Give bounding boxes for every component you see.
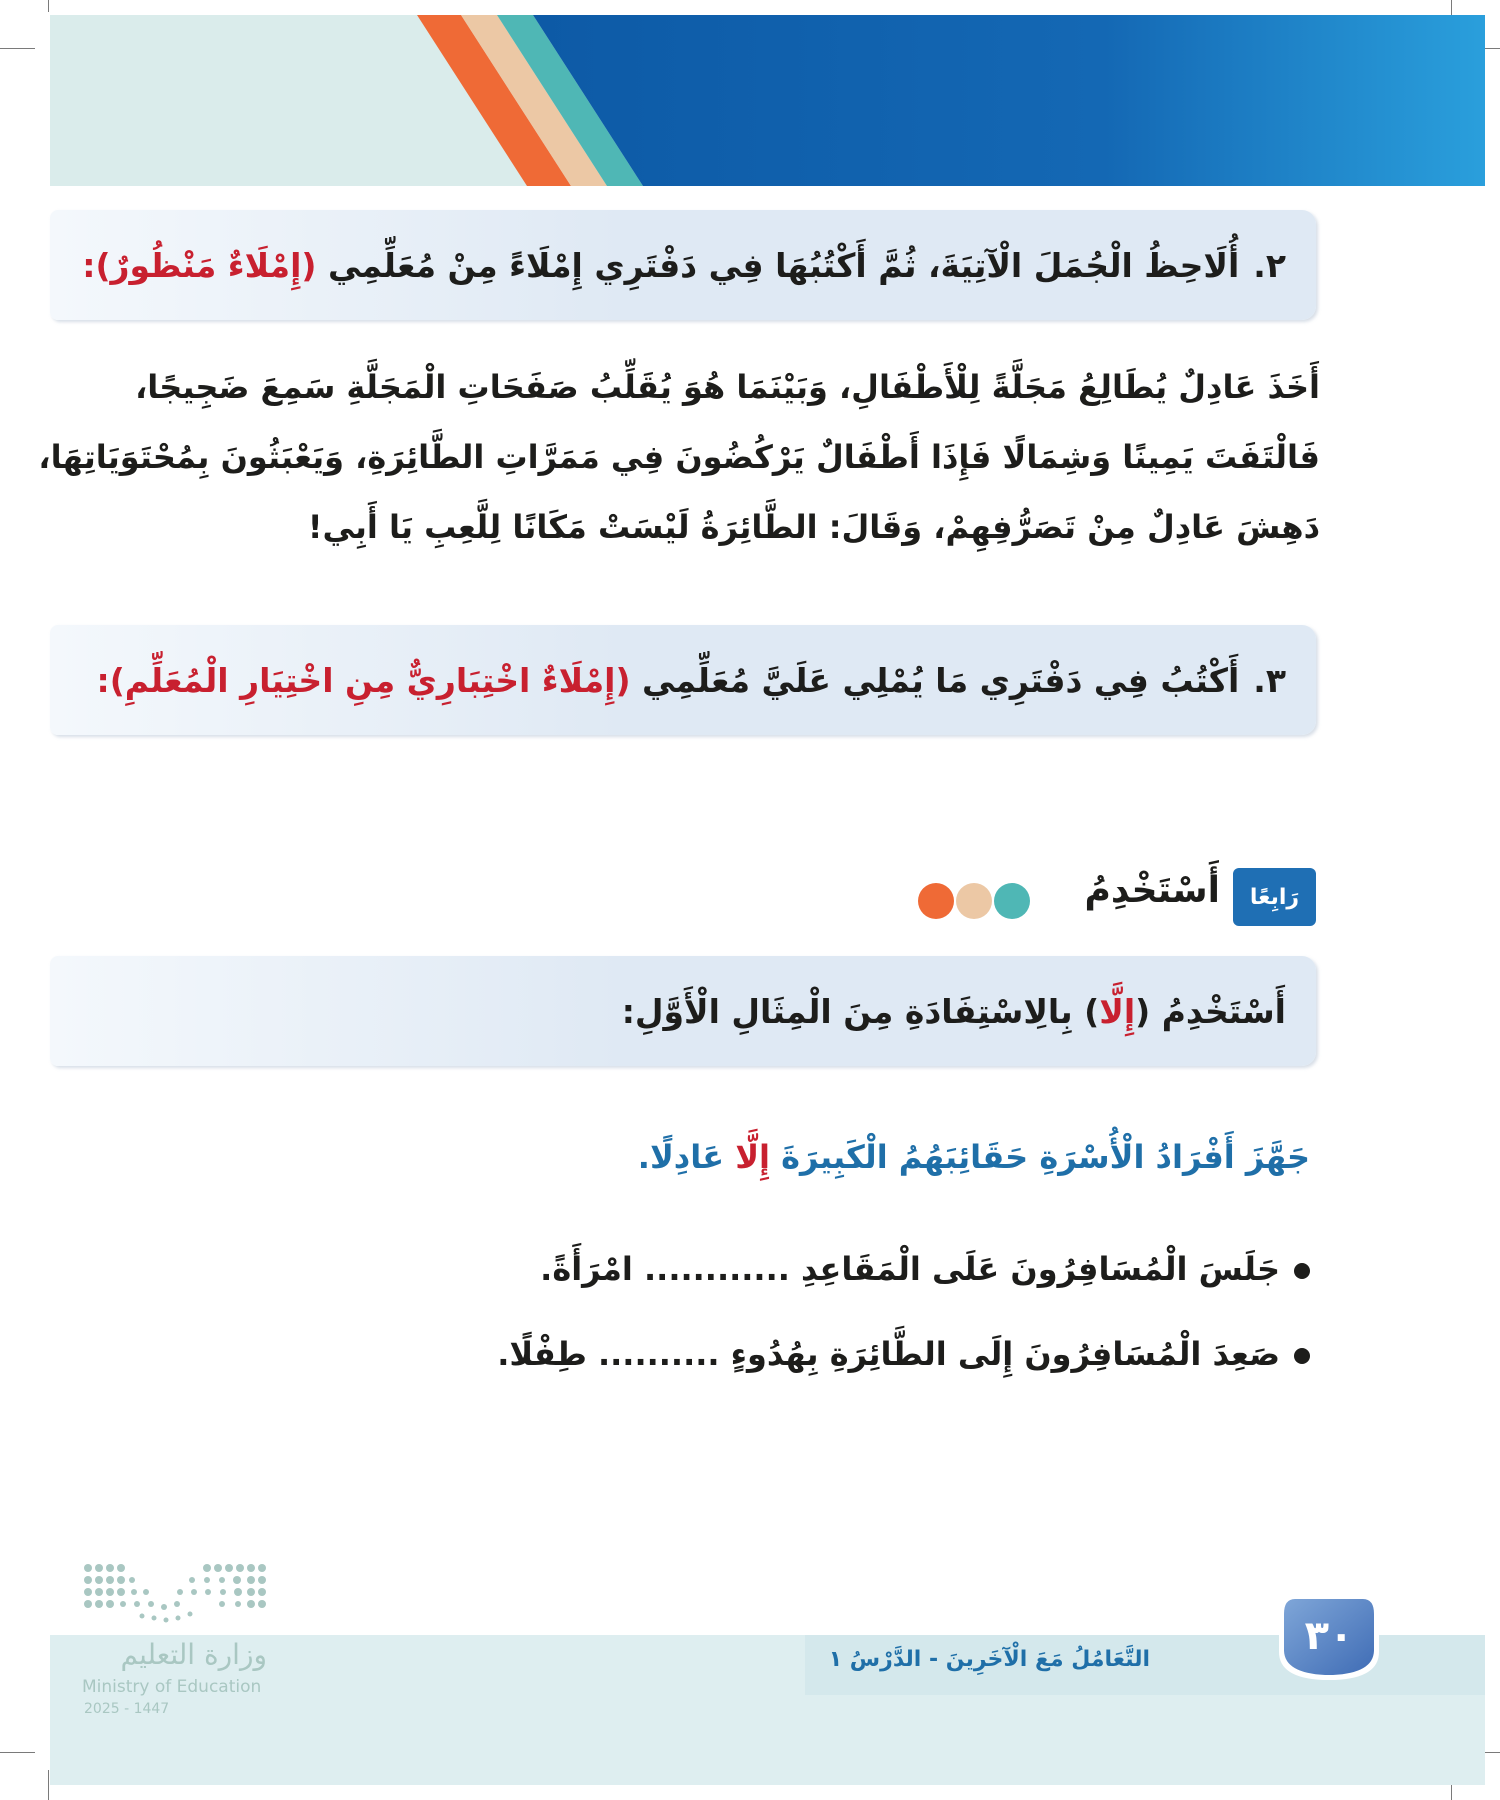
passage [38, 352, 1320, 562]
exercise-2-number: ٢. [1253, 245, 1286, 285]
crop-mark [48, 0, 49, 12]
exercise-bullet-2 [400, 1335, 1310, 1373]
exercise-3-tag: (إِمْلَاءٌ اخْتِبَارِيٌّ مِنِ اخْتِيَارِ الْمُعَلِّمِ): [96, 660, 631, 700]
use-instruction-bar [50, 956, 1316, 1066]
exercise-3-instruction [97, 661, 1286, 700]
exercise-2-instruction-bar [50, 210, 1316, 320]
section-title: أَسْتَخْدِمُ [1084, 870, 1220, 911]
ministry-year: 2025 - 1447 [84, 1701, 170, 1717]
exercise-3-text: أَكْتُبُ فِي دَفْتَرِي مَا يُمْلِي عَلَيَّ مُعَلِّمِي [642, 660, 1240, 700]
exercise-2-text: أُلَاحِظُ الْجُمَلَ الْآتِيَةَ، ثُمَّ أَكْتُبُهَا فِي دَفْتَرِي إِمْلَاءً مِنْ مُعَلِّمِي [328, 245, 1240, 285]
exercise-3-instruction-bar [50, 625, 1316, 735]
passage-line: دَهِشَ عَادِلٌ مِنْ تَصَرُّفِهِمْ، وَقَالَ: الطَّائِرَةُ لَيْسَتْ مَكَانًا لِلَّعِبِ يَا أَبِي! [307, 508, 1320, 546]
page-number-badge [1275, 1590, 1383, 1682]
exercise-2-instruction [82, 246, 1286, 285]
example-start: جَهَّزَ أَفْرَادُ الْأُسْرَةِ حَقَائِبَهُمُ الْكَبِيرَةَ [781, 1138, 1310, 1176]
ministry-logo-dots-icon [82, 1560, 272, 1630]
section-badge: رَابِعًا [1233, 868, 1316, 926]
bullet-text: صَعِدَ الْمُسَافِرُونَ إِلَى الطَّائِرَةِ بِهُدُوءٍ .......... طِفْلًا. [497, 1335, 1280, 1373]
crop-mark [0, 48, 35, 49]
crop-mark [48, 1770, 49, 1800]
use-instruction-start: أَسْتَخْدِمُ ( [1135, 991, 1286, 1031]
teal-dot-icon [994, 883, 1030, 919]
bullet-icon [1294, 1263, 1310, 1279]
passage-line: فَالْتَفَتَ يَمِينًا وَشِمَالًا فَإِذَا أَطْفَالٌ يَرْكُضُونَ فِي مَمَرَّاتِ الطَّائِرَةِ، وَيَعْبَثُونَ بِمُحْتَوَيَاتِهَا، [38, 438, 1320, 476]
orange-dot-icon [918, 883, 954, 919]
exercise-2-tag: (إِمْلَاءٌ مَنْظُورٌ): [82, 245, 317, 285]
footer-lesson-title: التَّعَامُلُ مَعَ الْآخَرِينَ - الدَّرْسُ ١ [828, 1647, 1150, 1672]
example-end: عَادِلًا. [637, 1138, 725, 1176]
exercise-3-number: ٣. [1253, 660, 1286, 700]
header-blue-panel [533, 15, 1485, 186]
bullet-icon [1294, 1348, 1310, 1364]
exercise-bullet-1 [400, 1250, 1310, 1288]
peach-dot-icon [956, 883, 992, 919]
passage-line: أَخَذَ عَادِلٌ يُطَالِعُ مَجَلَّةً لِلْأَطْفَالِ، وَبَيْنَمَا هُوَ يُقَلِّبُ صَفَحَاتِ الْمَجَلَّةِ سَمِعَ ضَجِيجًا، [135, 368, 1320, 406]
header-banner [50, 15, 1485, 186]
ministry-name-english: Ministry of Education [82, 1677, 262, 1697]
bullet-text: جَلَسَ الْمُسَافِرُونَ عَلَى الْمَقَاعِدِ ............ امْرَأَةً. [540, 1250, 1280, 1288]
crop-mark [0, 1752, 35, 1753]
use-instruction-keyword: إِلَّا [1099, 991, 1136, 1031]
example-sentence [600, 1138, 1310, 1176]
use-instruction-end: ) بِالِاسْتِفَادَةِ مِنَ الْمِثَالِ الْأَوَّلِ: [621, 991, 1100, 1031]
example-keyword: إِلَّا [735, 1138, 770, 1176]
ministry-name-arabic: وزارة التعليم [120, 1638, 267, 1671]
page-number: ٣٠ [1304, 1613, 1354, 1659]
use-instruction [622, 992, 1286, 1031]
